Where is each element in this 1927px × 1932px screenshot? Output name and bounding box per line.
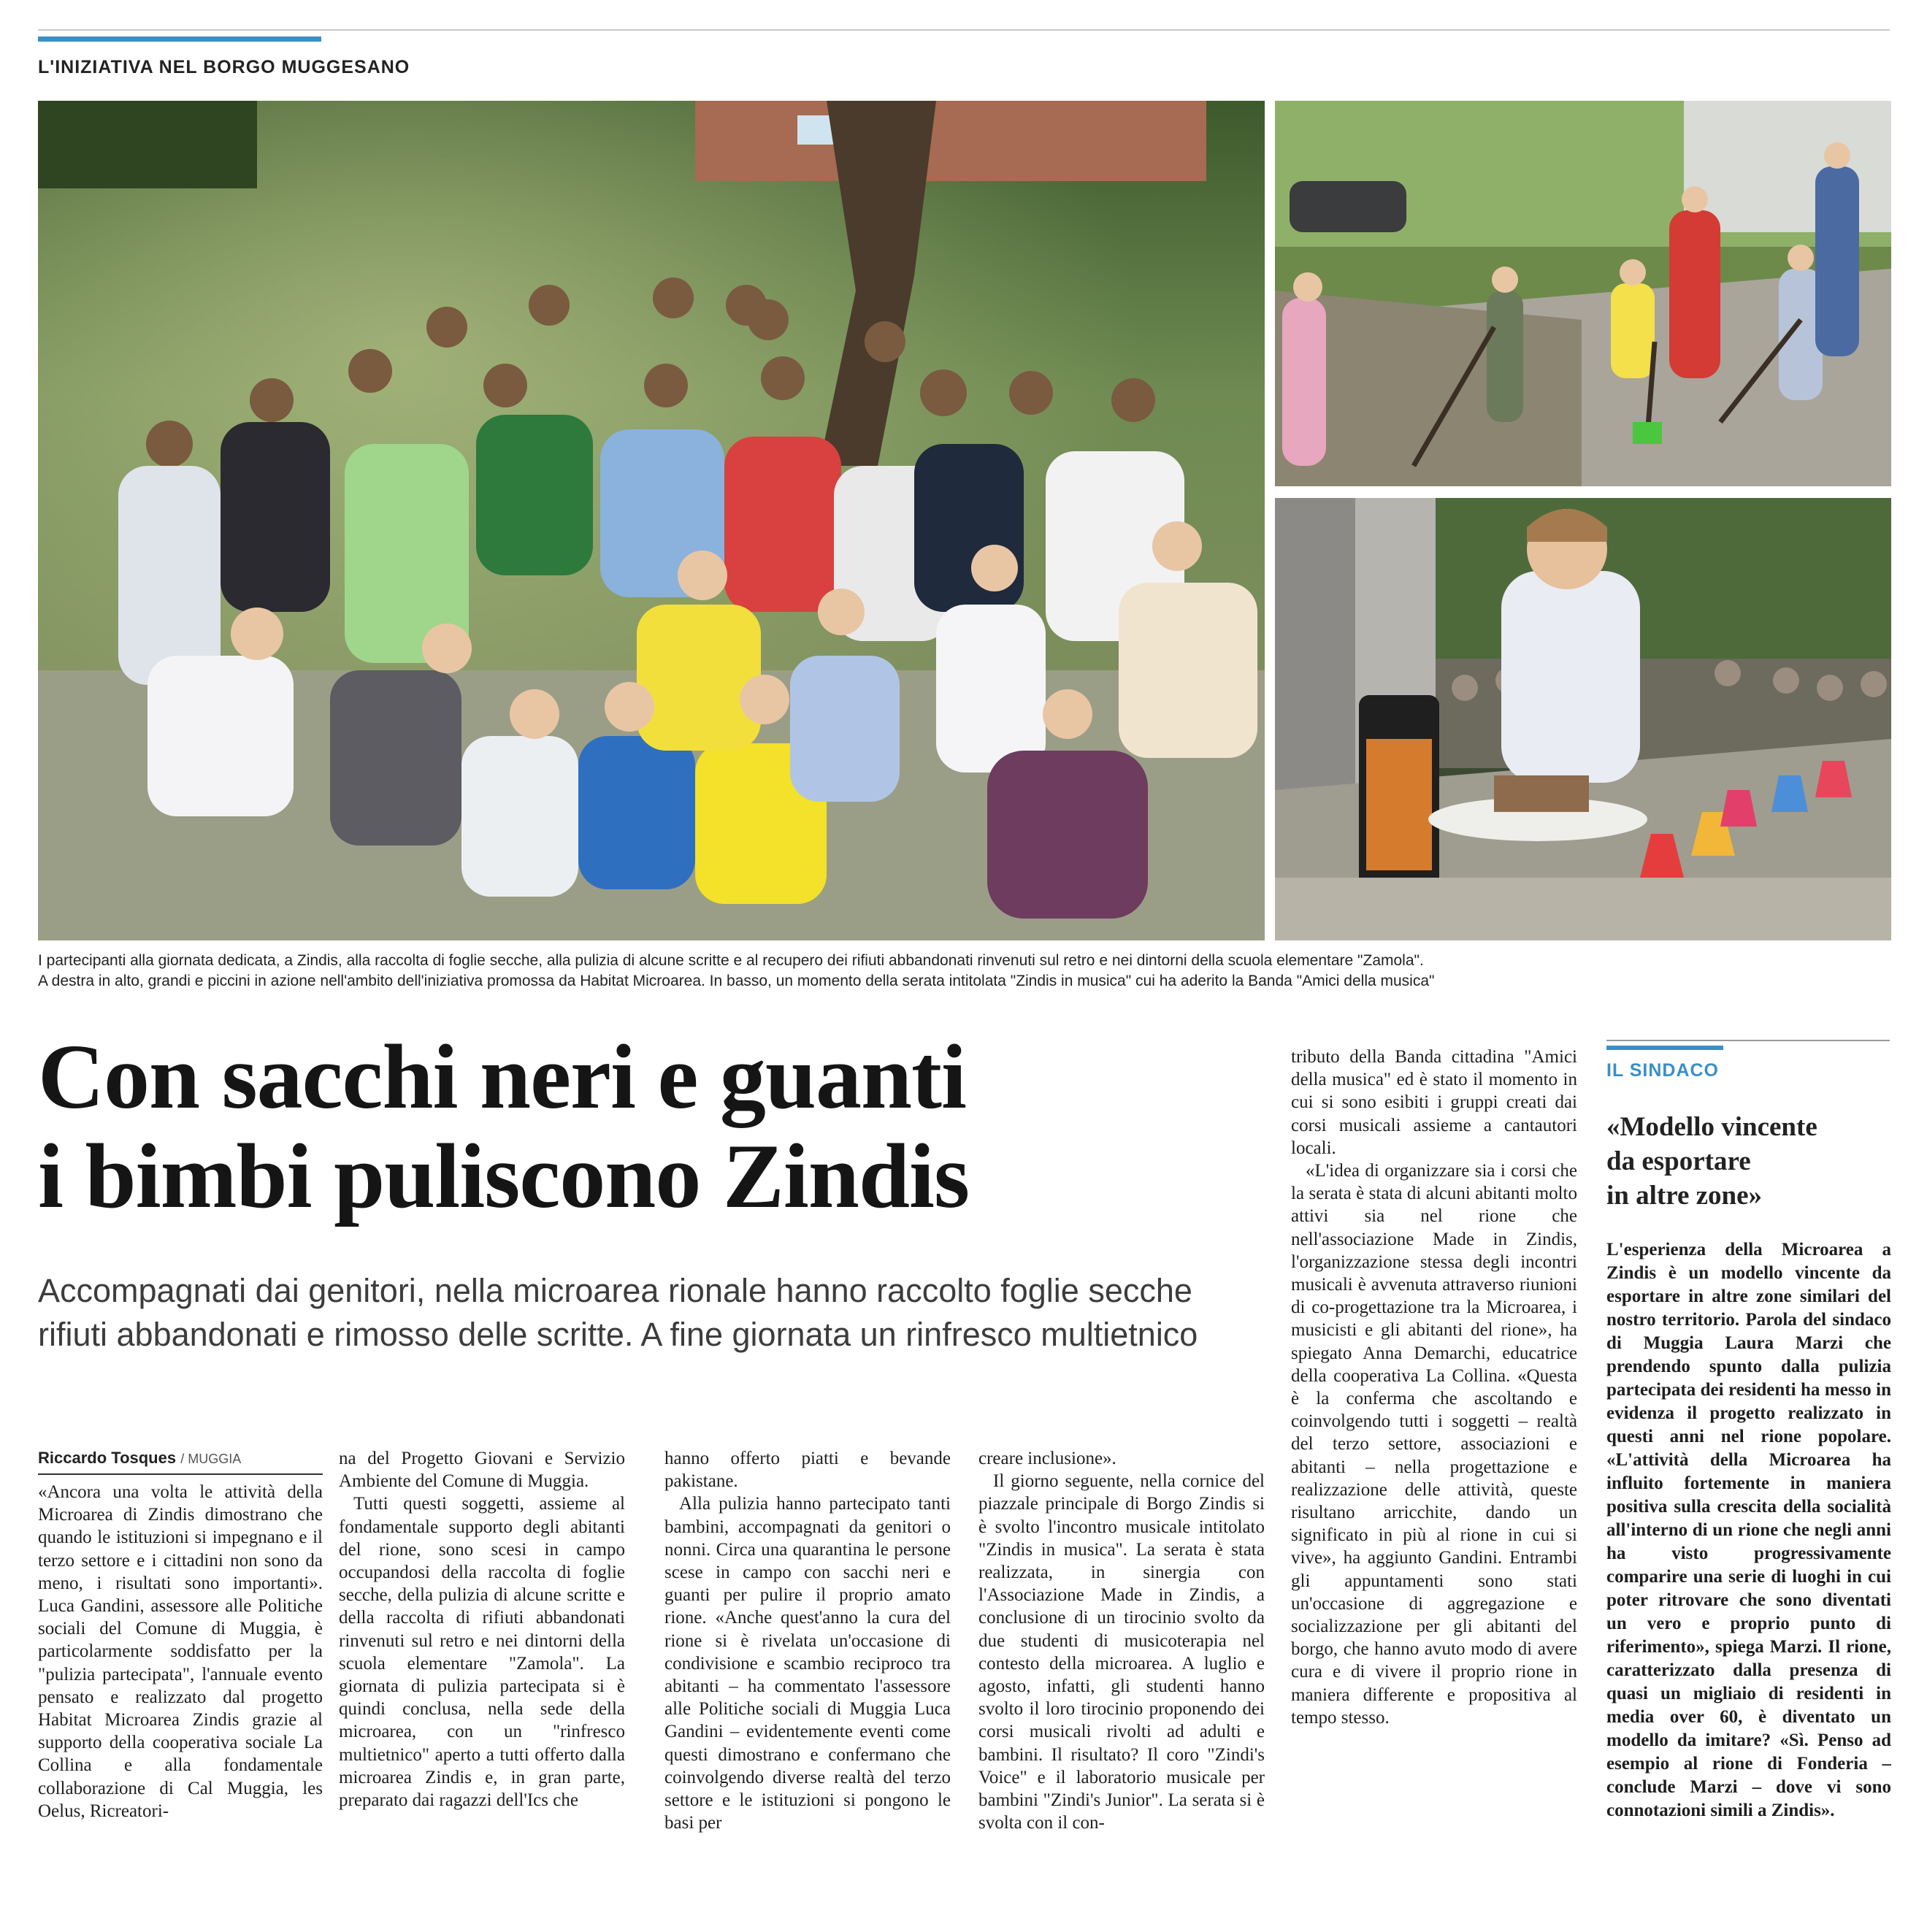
sidebar-accent-bar <box>1606 1046 1723 1050</box>
article-subhead <box>38 1269 1272 1357</box>
byline-place: / MUGGIA <box>180 1452 242 1466</box>
sidebar-quote-line-1: «Modello vincente <box>1606 1112 1817 1142</box>
photo-caption <box>38 951 1890 992</box>
article-column-1 <box>38 1481 323 1928</box>
photo-group-park <box>38 101 1265 940</box>
sidebar-label: IL SINDACO <box>1606 1060 1719 1081</box>
sidebar-rule <box>1606 1040 1890 1041</box>
section-kicker: L'INIZIATIVA NEL BORGO MUGGESANO <box>38 57 410 77</box>
headline-line-1: Con sacchi neri e guanti <box>38 1027 967 1128</box>
article-column-2 <box>339 1447 625 1928</box>
sidebar-body <box>1606 1238 1891 1928</box>
byline-author: Riccardo Tosques <box>38 1449 177 1467</box>
article-paragraph: Tutti questi soggetti, assieme al fondamentale supporto degli abitanti del rione, sono scesi in campo occupandosi della raccolta di foglie secche, della pulizia di alcune scritte e della raccolta di rifiuti abbandonati rinvenuti sul retro e nei dintorni della scuola elementare "Zamola". La giornata di pulizia partecipata si è quindi conclusa, nella sede della microarea, con un "rinfresco multietnico" aperto a tutti offerto dalla microarea Zindis e, in gran parte, preparato dai ragazzi dell'Ics che <box>339 1494 625 1811</box>
caption-line-2: A destra in alto, grandi e piccini in azione nell'ambito dell'iniziativa promossa da Habitat Microarea. In basso, un momento della serata intitolata "Zindis in musica" cui ha aderito la Banda "Amici della musica" <box>38 973 1435 989</box>
article-headline <box>38 1028 1265 1227</box>
article-paragraph: Il giorno seguente, nella cornice del piazzale principale di Borgo Zindis si è svolto l'incontro musicale intitolato "Zindis in musica". La serata è stata realizzata, in sinergia con l'Associazione Made in Zindis, a conclusione di un tirocinio svolto da due studenti di musicoterapia nel contesto della microarea. A luglio e agosto, infatti, gli studenti hanno svolto il loro tirocinio proponendo dei corsi musicali rivolti ad adulti e bambini. Il risultato? Il coro "Zindi's Voice" e il laboratorio musicale per bambini "Zindi's Junior". La serata si è svolta con il con- <box>978 1471 1265 1833</box>
sidebar-quote <box>1606 1110 1891 1213</box>
sidebar-quote-line-2: da esportare <box>1606 1146 1751 1176</box>
sidebar-quote-line-3: in altre zone» <box>1606 1181 1763 1211</box>
article-paragraph: «L'idea di organizzare sia i corsi che la serata è stata di alcuni abitanti molto attivi sia nel rione che nell'associazione Made in Zindis, l'organizzazione stessa degli incontri musicali è avvenuta attraverso riunioni di co-progettazione tra la Microarea, i musicisti e gli abitanti del rione», ha spiegato Anna Demarchi, educatrice della cooperativa La Collina. «Questa è la conferma che ascoltando e coinvolgendo tutti i soggetti – realtà del terzo settore, associazioni e abitanti – nella progettazione e realizzazione delle attività, queste risultano arricchite, dando un significato in più al rione in cui si vive», ha aggiunto Gandini. Entrambi gli appuntamenti sono stati un'occasione di aggregazione e socializzazione per gli abitanti del borgo, che hanno avuto modo di avere cura e di vivere il proprio rione in maniera differente e propositiva al tempo stesso. <box>1291 1161 1577 1728</box>
article-paragraph: Alla pulizia hanno partecipato tanti bambini, accompagnati da genitori o nonni. Circa una quarantina le persone scese in campo con sacchi neri e guanti per pulire il proprio amato rione. «Anche quest'anno la cura del rione si è rivelata un'occasione di condivisione e scambio reciproco tra abitanti – ha commentato l'assessore alle Politiche sociali di Muggia Luca Gandini – evidentemente eventi come questi dimostrano e confermano che coinvolgendo diverse realtà del terzo settore e le istituzioni si pongono le basi per <box>664 1494 951 1833</box>
article-column-4 <box>978 1447 1265 1928</box>
photo-raking-path <box>1275 101 1891 486</box>
subhead-line-1: Accompagnati dai genitori, nella microarea rionale hanno raccolto foglie secche <box>38 1272 1192 1309</box>
article-paragraph: «Ancora una volta le attività della Microarea di Zindis dimostrano che quando le istituzioni si impegnano e il terzo settore e i cittadini non sono da meno, i risultati sono importanti». Luca Gandini, assessore alle Politiche sociali del Comune di Muggia, è particolarmente soddisfatto per la "pulizia partecipata", l'annuale evento pensato e realizzato dal progetto Habitat Microarea Zindis grazie al supporto della cooperativa sociale La Collina e alla fondamentale collaborazione di Cal Muggia, les Oelus, Ricreatori- <box>38 1482 323 1821</box>
sidebar-paragraph: L'esperienza della Microarea a Zindis è un modello vincente da esportare in altre zone similari del nostro territorio. Parola del sindaco di Muggia Laura Marzi che prendendo spunto dalla pulizia partecipata dei residenti ha messo in evidenza il progetto realizzato in questi anni nel rione popolare. «L'attività della Microarea ha influito fortemente in maniera positiva sulla crescita della socialità all'interno di un rione che negli anni ha visto progressivamente comparire una serie di luoghi in cui poter ritrovare che sono diventati un vero e proprio punto di riferimento», spiega Marzi. Il rione, caratterizzato dalla presenza di quasi un migliaio di residenti in media over 60, è diventato un modello da imitare? «Sì. Penso ad esempio al rione di Fonderia – conclude Marzi – dove vi sono connotazioni simili a Zindis». <box>1606 1240 1891 1820</box>
photo-handbells-evening <box>1275 498 1891 940</box>
article-column-5 <box>1291 1046 1577 1928</box>
article-paragraph: creare inclusione». <box>978 1449 1116 1468</box>
subhead-line-2: rifiuti abbandonati e rimosso delle scritte. A fine giornata un rinfresco multietnico <box>38 1316 1198 1353</box>
article-paragraph: tributo della Banda cittadina "Amici della musica" ed è stato il momento in cui si sono esibiti i gruppi creati dai corsi musicali assieme a cantautori locali. <box>1291 1047 1577 1158</box>
article-paragraph: na del Progetto Giovani e Servizio Ambiente del Comune di Muggia. <box>339 1449 625 1492</box>
headline-line-2: i bimbi puliscono Zindis <box>38 1126 970 1227</box>
top-rule <box>38 29 1890 31</box>
byline <box>38 1449 323 1468</box>
section-accent-bar <box>38 37 321 42</box>
caption-line-1: I partecipanti alla giornata dedicata, a Zindis, alla raccolta di foglie secche, alla pulizia di alcune scritte e al recupero dei rifiuti abbandonati rinvenuti sul retro e nei dintorni della scuola elementare "Zamola". <box>38 952 1424 969</box>
byline-rule <box>38 1473 323 1475</box>
article-column-3 <box>664 1447 951 1928</box>
article-paragraph: hanno offerto piatti e bevande pakistane. <box>664 1449 951 1492</box>
